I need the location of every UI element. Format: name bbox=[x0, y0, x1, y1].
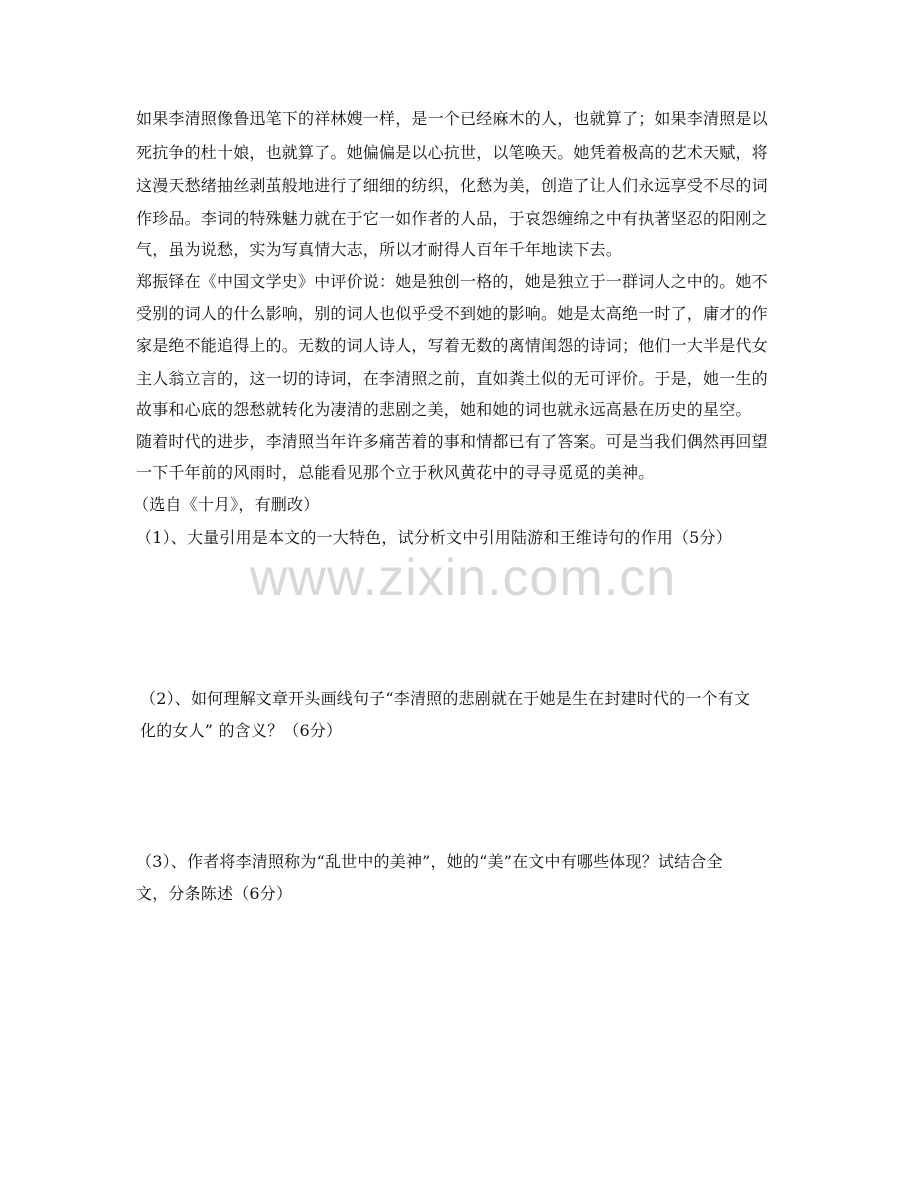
question-2-line-1: （2）、如何理解文章开头画线句子“李清照的悲剧就在于她是生在封建时代的一个有文 bbox=[140, 689, 751, 708]
question-1: （1）、大量引用是本文的一大特色，试分析文中引用陆游和王维诗句的作用（5分） bbox=[136, 528, 732, 547]
question-2-line-2: 化的女人” 的含义？（6分） bbox=[140, 721, 343, 740]
passage-line: 死抗争的杜十娘，也就算了。她偏偏是以心抗世，以笔唤天。她凭着极高的艺术天赋，将 bbox=[136, 143, 768, 162]
question-3-line-2: 文，分条陈述（6分） bbox=[136, 884, 293, 903]
passage-line: 主人翁立言的，这一切的诗词，在李清照之前，直如粪土似的无可评价。于是，她一生的 bbox=[136, 369, 768, 388]
passage-line: 一下千年前的风雨时，总能看见那个立于秋风黄花中的寻寻觅觅的美神。 bbox=[136, 463, 655, 482]
passage-line: 郑振铎在《中国文学史》中评价说：她是独创一格的，她是独立于一群词人之中的。她不 bbox=[136, 272, 768, 291]
watermark-text: www.zixin.com.cn bbox=[249, 549, 677, 607]
passage-line: 这漫天愁绪抽丝剥茧般地进行了细细的纺织，化愁为美，创造了让人们永远享受不尽的词 bbox=[136, 176, 768, 195]
passage-line: 故事和心底的怨愁就转化为凄清的悲剧之美，她和她的词也就永远高悬在历史的星空。 bbox=[136, 400, 752, 419]
passage-line: 作珍品。李词的特殊魅力就在于它一如作者的人品，于哀怨缠绵之中有执著坚忍的阳刚之 bbox=[136, 209, 768, 228]
passage-line: 家是绝不能追得上的。无数的词人诗人，写着无数的离情闺怨的诗词；他们一大半是代女 bbox=[136, 336, 768, 355]
passage-source: （选自《十月》，有删改） bbox=[133, 495, 320, 514]
passage-line: 受别的词人的什么影响，别的词人也似乎受不到她的影响。她是太高绝一时了，庸才的作 bbox=[136, 304, 768, 323]
passage-line: 如果李清照像鲁迅笔下的祥林嫂一样，是一个已经麻木的人，也就算了；如果李清照是以 bbox=[136, 109, 768, 128]
question-3-line-1: （3）、作者将李清照称为“乱世中的美神”，她的“美”在文中有哪些体现？试结合全 bbox=[136, 852, 723, 871]
passage-line: 气，虽为说愁，实为写真情大志，所以才耐得人百年千年地读下去。 bbox=[136, 240, 623, 259]
passage-line: 随着时代的进步，李清照当年许多痛苦着的事和情都已有了答案。可是当我们偶然再回望 bbox=[136, 432, 768, 451]
